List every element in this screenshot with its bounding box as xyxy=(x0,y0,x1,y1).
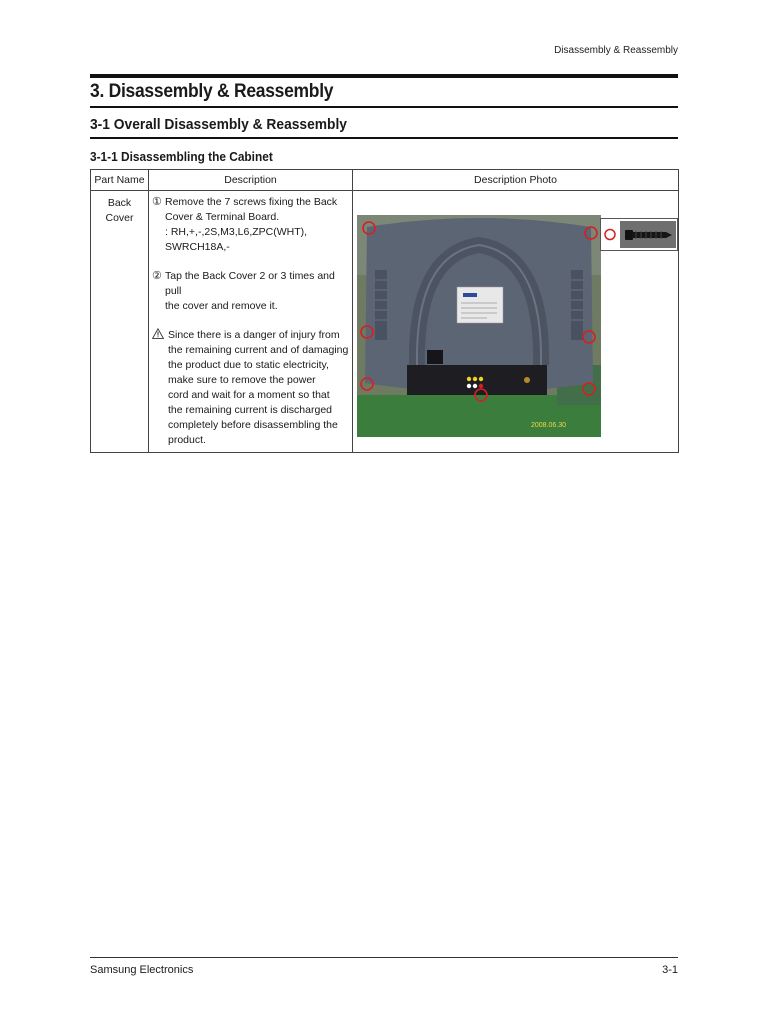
step-2-marker: ② xyxy=(152,270,162,282)
warning-note xyxy=(152,328,350,448)
header-part-name: Part Name xyxy=(91,170,149,191)
title-bottom-rule xyxy=(90,106,678,108)
step-1-line: : RH,+,-,2S,M3,L6,ZPC(WHT), xyxy=(165,226,308,238)
warning-line: the product due to static electricity, xyxy=(168,359,329,371)
footer-page-number: 3-1 xyxy=(662,964,678,976)
step-2-line: the cover and remove it. xyxy=(165,300,278,312)
warning-line: Since there is a danger of injury from xyxy=(168,329,340,341)
step-2 xyxy=(152,269,350,314)
warning-line: make sure to remove the power xyxy=(168,374,316,386)
warning-line: completely before disassembling the xyxy=(168,419,338,431)
part-name-line: Cover xyxy=(105,212,134,224)
warning-line: the remaining current is discharged xyxy=(168,404,333,416)
warning-line: the remaining current and of damaging xyxy=(168,344,349,356)
warning-line: cord and wait for a moment so that xyxy=(168,389,330,401)
description-cell xyxy=(149,191,353,453)
step-2-line: Tap the Back Cover 2 or 3 times and pull xyxy=(165,270,335,297)
footer-company: Samsung Electronics xyxy=(90,964,194,976)
photo-date-stamp: 2008.06.30 xyxy=(531,422,567,429)
title-top-rule xyxy=(90,74,678,78)
step-1 xyxy=(152,195,350,255)
running-header: Disassembly & Reassembly xyxy=(554,45,678,56)
subsubsection-title: 3-1-1 Disassembling the Cabinet xyxy=(90,150,273,164)
step-1-marker: ① xyxy=(152,196,162,208)
step-1-line: Cover & Terminal Board. xyxy=(165,211,280,223)
warning-line: product. xyxy=(168,434,206,446)
screw-inset xyxy=(600,218,678,251)
table-row xyxy=(91,191,679,453)
header-photo: Description Photo xyxy=(353,170,679,191)
photo-cell xyxy=(353,191,679,453)
header-description: Description xyxy=(149,170,353,191)
part-name-line: Back xyxy=(107,197,132,209)
disassembly-table xyxy=(90,169,679,453)
step-1-line: Remove the 7 screws fixing the Back xyxy=(165,196,338,208)
warning-triangle-icon xyxy=(152,328,165,448)
part-name-cell xyxy=(91,191,149,453)
tv-back-cover-photo xyxy=(357,215,601,437)
section-title: 3. Disassembly & Reassembly xyxy=(90,81,334,102)
table-header-row xyxy=(91,170,679,191)
footer-rule xyxy=(90,957,678,958)
step-1-line: SWRCH18A,- xyxy=(165,241,230,253)
subsection-title: 3-1 Overall Disassembly & Reassembly xyxy=(90,116,347,133)
subsection-rule xyxy=(90,137,678,139)
